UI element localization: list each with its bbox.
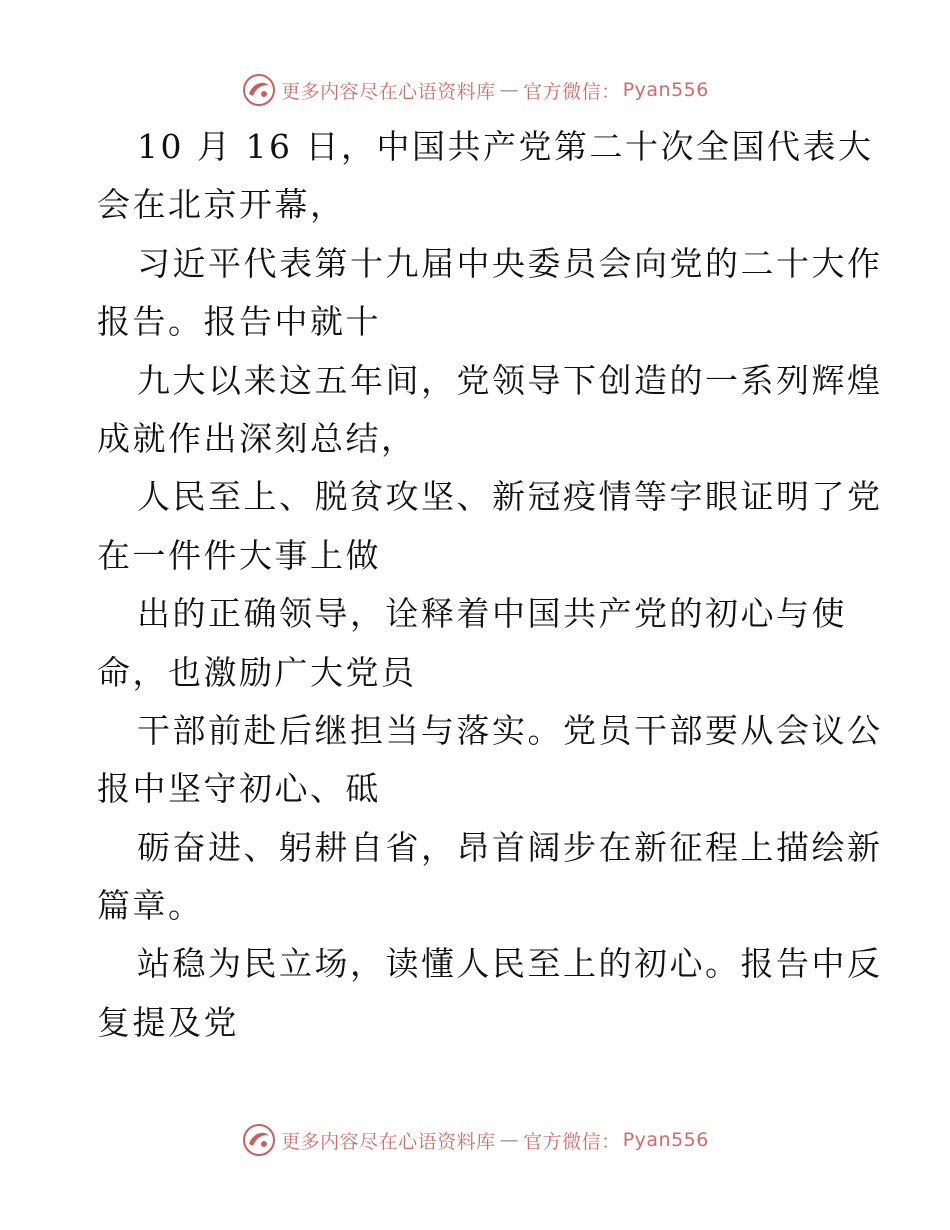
text-line: 干部前赴后继担当与落实。党员干部要从会议公: [137, 710, 883, 750]
watermark-text: 更多内容尽在心语资料库: [281, 1130, 496, 1153]
watermark-separator: —: [499, 1129, 520, 1151]
text-line: 篇章。: [97, 886, 204, 926]
text-line: 会在北京开幕，: [97, 185, 346, 225]
text-line: 在一件件大事上做: [97, 535, 381, 575]
logo-icon: [241, 72, 277, 108]
logo-icon: [241, 1122, 277, 1158]
text-line: 人民至上、脱贫攻坚、新冠疫情等字眼证明了党: [137, 477, 883, 517]
watermark-wechat-id: Pyan556: [622, 79, 709, 101]
text-line: 习近平代表第十九届中央委员会向党的二十大作: [137, 243, 883, 283]
watermark-separator: —: [499, 79, 520, 101]
watermark-wechat-label: 官方微信：: [523, 80, 621, 103]
header-watermark: [0, 70, 950, 110]
text-line: 成就作出深刻总结，: [97, 418, 417, 458]
text-line: 10 月 16 日，中国共产党第二十次全国代表大: [137, 127, 874, 166]
text-line: 复提及党: [97, 1002, 239, 1042]
text-line: 砺奋进、躬耕自省，昂首阔步在新征程上描绘新: [137, 827, 883, 867]
text-line: 出的正确领导，诠释着中国共产党的初心与使: [137, 594, 847, 634]
footer-watermark: [0, 1120, 950, 1160]
text-line: 站稳为民立场，读懂人民至上的初心。报告中反: [137, 944, 883, 984]
watermark-text: 更多内容尽在心语资料库: [281, 80, 496, 103]
text-line: 报中坚守初心、砥: [97, 769, 381, 809]
watermark-wechat-id: Pyan556: [622, 1129, 709, 1151]
document-body: [97, 118, 883, 1052]
watermark-wechat-label: 官方微信：: [523, 1130, 621, 1153]
text-line: 报告。报告中就十: [97, 302, 381, 342]
text-line: 九大以来这五年间，党领导下创造的一系列辉煌: [137, 360, 883, 400]
text-line: 命，也激励广大党员: [97, 652, 417, 692]
